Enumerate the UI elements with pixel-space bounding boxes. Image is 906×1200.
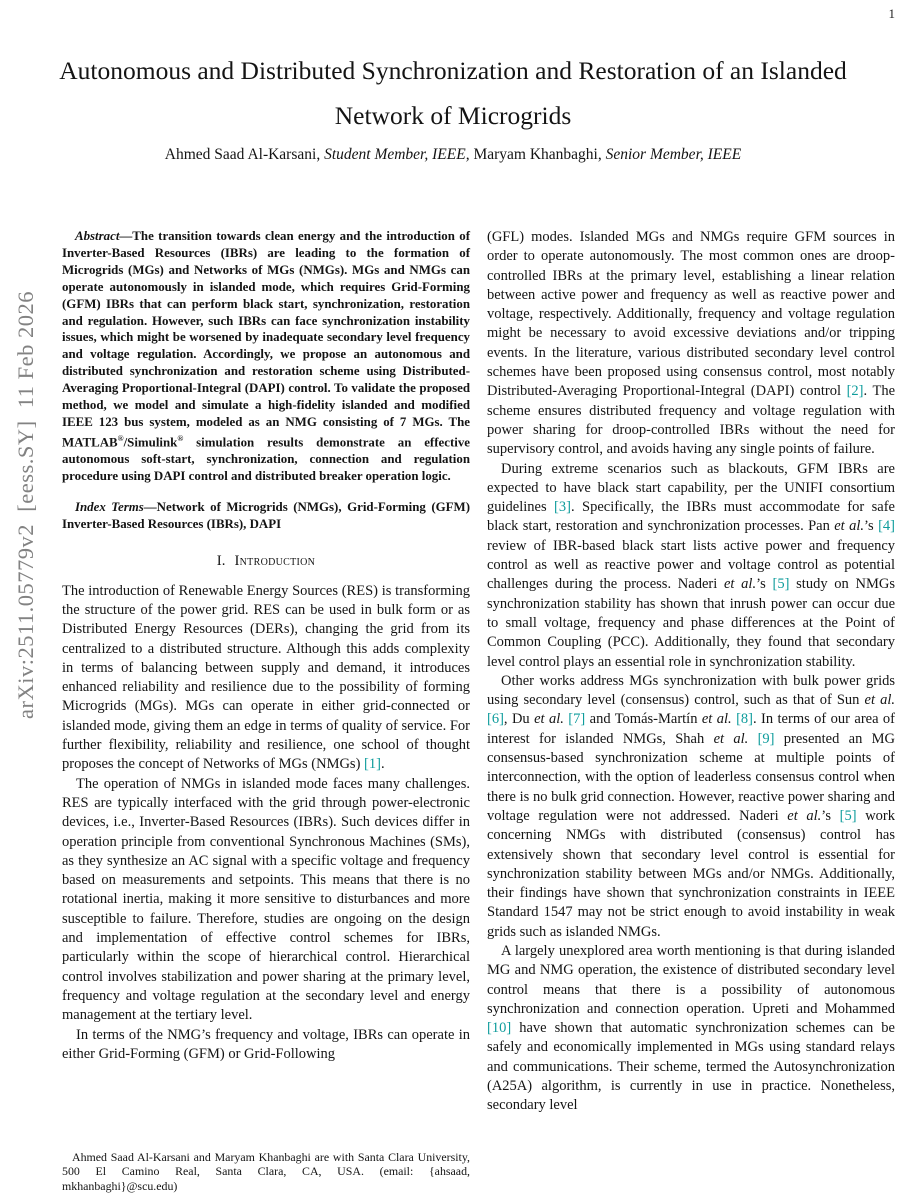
text-segment: Senior Member, IEEE bbox=[605, 146, 742, 163]
text-segment: Maryam Khanbaghi, bbox=[469, 146, 606, 163]
text-segment: et al. bbox=[701, 711, 732, 728]
paragraph bbox=[487, 460, 895, 672]
citation-link[interactable]: [7] bbox=[568, 711, 586, 728]
text-segment: ® bbox=[177, 433, 184, 443]
column-left bbox=[62, 228, 470, 1194]
text-segment: simulation results demonstrate an effective autonomous soft-start, synchronization, connection and regulation procedure using DAPI control and distributed breaker operation logic. bbox=[62, 435, 470, 483]
text-segment: The operation of NMGs in islanded mode faces many challenges. RES are typically interfaced with the grid through power-electronic devices, i.e., Inverter-Based Resources (IBRs). Such devices differ in operation principle from conventional Synchronous Machines (SMs), as they synthesize an AC signal with a specific voltage and frequency based on measurements and setpoints. This means that there is no rotational inertia, making it more sensitive to disturbances and more susceptible to failure. Therefore, studies are ongoing on the design and implementation of effective control schemes for IBRs, particularly within the scope of hierarchical control. Hierarchical control involves stabilization and power sharing at the primary level, frequency and voltage regulation at the secondary level and energy management at the tertiary level. bbox=[62, 775, 470, 1024]
text-segment: ® bbox=[117, 433, 124, 443]
abstract-paragraph bbox=[62, 228, 470, 485]
citation-link[interactable]: [4] bbox=[878, 518, 895, 535]
text-segment: The introduction of Renewable Energy Sources (RES) is transforming the structure of the power grid. RES can be used in bulk form or as Distributed Energy Resources (DERs), changing the grid from its centralized to a distributed structure. Although this adds complexity in terms of balancing between supply and demand, it introduces enhanced reliability and resilience due to the possibility of forming Microgrids (MGs). MGs can operate in either grid-connected or islanded mode, giving them an edge in terms of quality of service. For further flexibility, reliability and resilience, one school of thought proposes the concept of Networks of MGs (NMGs) bbox=[62, 582, 470, 773]
text-segment: , Du bbox=[503, 711, 535, 728]
citation-link[interactable]: [9] bbox=[757, 730, 775, 747]
author-line bbox=[0, 146, 906, 164]
paragraph bbox=[62, 1026, 470, 1065]
text-segment: In terms of the NMG’s frequency and voltage, IBRs can operate in either Grid-Forming (GFM) or Grid-Following bbox=[62, 1026, 470, 1062]
text-segment: ’s bbox=[756, 576, 773, 593]
arxiv-stamp: arXiv:2511.05779v2 [eess.SY] 11 Feb 2026 bbox=[13, 290, 38, 720]
text-segment: and Tomás-Martín bbox=[585, 711, 702, 728]
section-title: Introduction bbox=[234, 552, 316, 569]
text-segment: et al. bbox=[787, 807, 822, 824]
page-number: 1 bbox=[888, 6, 895, 21]
text-segment bbox=[748, 731, 757, 747]
section-number: I. bbox=[216, 552, 226, 569]
text-segment: presented an MG consensus-based synchronization scheme at multiple points of interconnection, with the option of leaderless consensus control when there is no bulk grid connection. However, reactive power sharing and voltage regulation were not addressed. Naderi bbox=[487, 730, 896, 824]
paragraph bbox=[62, 582, 470, 775]
text-segment: A largely unexplored area worth mentioning is that during islanded MG and NMG operation, the existence of distributed secondary level control means that there is a possibility of autonomous synchronization and connection operation. Upreti and Mohammed bbox=[487, 942, 895, 1017]
text-segment: work concerning NMGs with distributed (consensus) control has extensively shown that secondary level control is essential for synchronization stability between MGs and/or NMGs. Additionally, their findings have shown that synchronization constraints in IEEE Standard 1547 may not be strict enough to avoid instability in weak grids such as islanded NMGs. bbox=[487, 807, 895, 940]
text-segment: /Simulink bbox=[123, 435, 178, 450]
text-segment: Other works address MGs synchronization with bulk power grids using secondary level (consensus) control, such as that of Sun bbox=[487, 672, 895, 709]
text-segment: —Network of Microgrids (NMGs), Grid-Forming (GFM) Inverter-Based Resources (IBRs), DAPI bbox=[62, 499, 470, 531]
index-terms-paragraph bbox=[62, 499, 470, 533]
text-segment: et al. bbox=[834, 518, 864, 535]
text-segment: ’s bbox=[821, 807, 840, 824]
text-segment: et al. bbox=[864, 692, 895, 709]
paragraph bbox=[62, 775, 470, 1026]
paragraph bbox=[487, 942, 895, 1116]
section-heading-introduction bbox=[62, 553, 470, 570]
text-segment: Index Terms bbox=[75, 499, 144, 514]
text-segment: . In terms of our area of interest for islanded NMGs, Shah bbox=[487, 711, 896, 747]
text-segment: et al. bbox=[534, 711, 564, 728]
citation-link[interactable]: [6] bbox=[487, 711, 504, 728]
text-segment: review of IBR-based black start lists active power and frequency control as well as reactive power and voltage control as potential challenges during the process. Naderi bbox=[487, 537, 895, 593]
text-segment: Abstract bbox=[75, 229, 120, 243]
text-segment: ’s bbox=[864, 518, 879, 535]
paper-title: Autonomous and Distributed Synchronization and Restoration of an Islanded Network of Microgrids bbox=[59, 56, 847, 130]
citation-link[interactable]: [8] bbox=[736, 711, 753, 728]
citation-link[interactable]: [5] bbox=[772, 576, 790, 593]
text-segment: . The scheme ensures distributed frequency and voltage regulation with power sharing for droop-controlled IBRs without the need for supervisory control, and avoids having any single points of failure. bbox=[487, 383, 896, 458]
citation-link[interactable]: [5] bbox=[839, 807, 857, 824]
paper-body bbox=[62, 228, 895, 1194]
text-segment: et al. bbox=[723, 576, 757, 593]
citation-link[interactable]: [3] bbox=[554, 499, 571, 516]
paragraph bbox=[487, 228, 895, 460]
paragraph bbox=[487, 672, 895, 942]
text-segment: —The transition towards clean energy and the introduction of Inverter-Based Resources (IBRs) are leading to the formation of Microgrids (MGs) and Networks of MGs (NMGs). MGs and NMGs can operate autonomously in islanded mode, which requires Grid-Forming (GFM) IBRs that can perform black start, synchronization, restoration and regulation. However, such IBRs can face synchronization instability issues, which might be worsened by inadequate secondary level frequency and voltage regulation. Accordingly, we propose an autonomous and distributed synchronization and restoration scheme using Distributed-Averaging Proportional-Integral (DAPI) control. To validate the proposed method, we model and simulate a high-fidelity islanded and modified IEEE 123 bus system, modeled as an NMG consisting of 7 MGs. The MATLAB bbox=[62, 229, 470, 450]
text-segment: Student Member, IEEE, bbox=[324, 146, 470, 163]
citation-link[interactable]: [2] bbox=[846, 383, 864, 400]
column-right bbox=[487, 228, 895, 1194]
text-segment: study on NMGs synchronization stability has shown that inrush power can occur due to small voltage, frequency and phase differences at the Point of Common Coupling (PCC). Additionally, they found that secondary level control plays an essential role in synchronization stability. bbox=[487, 576, 896, 670]
text-segment: (GFL) modes. Islanded MGs and NMGs require GFM sources in order to operate autonomously. The most common ones are droop-controlled IBRs at the primary level, establishing a linear relation between active power and frequency as well as reactive power and voltage, respectively. Additionally, frequency and voltage regulation might be necessary to avoid excessive deviations and/or tripping events. In the literature, various distributed secondary level control schemes have been proposed using consensus control, most notably Distributed-Averaging Proportional-Integral (DAPI) control bbox=[487, 229, 895, 400]
text-segment: . Specifically, the IBRs must accommodate for safe black start, restoration and synchronization processes. Pan bbox=[487, 499, 895, 535]
citation-link[interactable]: [1] bbox=[364, 756, 381, 773]
citation-link[interactable]: [10] bbox=[487, 1020, 512, 1037]
text-segment: have shown that automatic synchronization schemes can be safely and economically implemented in MGs using standard relays and communications. Their scheme, termed the Autosynchronization (A25A) algorithm, is currently in use in practice. Nonetheless, secondary level bbox=[487, 1020, 895, 1114]
text-segment: During extreme scenarios such as blackouts, GFM IBRs are expected to have black start capability, per the UNIFI consortium guidelines bbox=[487, 460, 895, 516]
footnote-affiliation: Ahmed Saad Al-Karsani and Maryam Khanbaghi are with Santa Clara University, 500 El Camino Real, Santa Clara, CA, USA. (email: {ahsaad, mkhanbaghi}@scu.edu) bbox=[62, 1149, 470, 1194]
text-segment: et al. bbox=[713, 730, 749, 747]
text-segment: . bbox=[380, 756, 385, 773]
text-segment: Ahmed Saad Al-Karsani, bbox=[164, 146, 325, 163]
